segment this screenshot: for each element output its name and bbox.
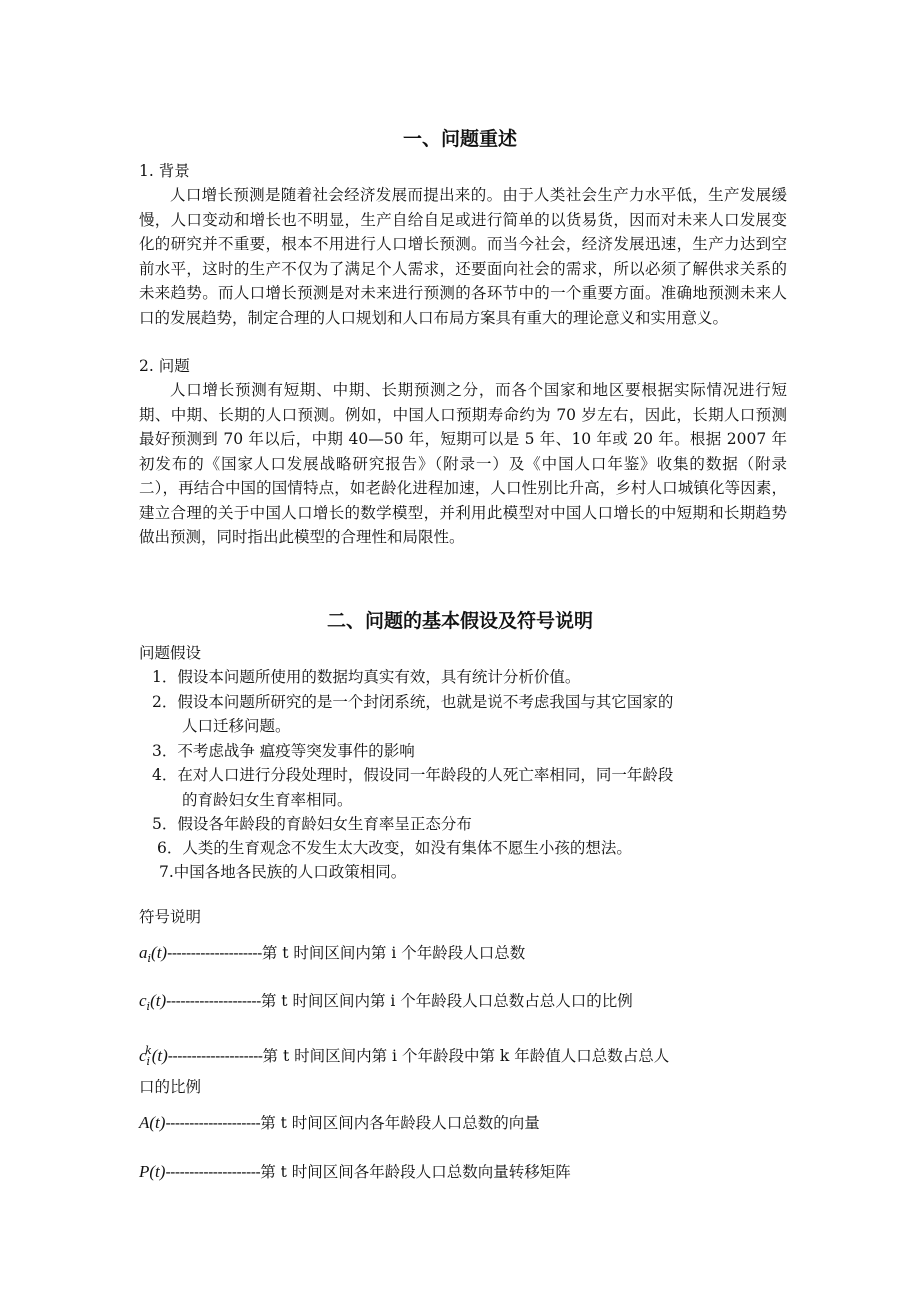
symbol-variable: c — [139, 991, 147, 1010]
background-paragraph: 人口增长预测是随着社会经济发展而提出来的。由于人类社会生产力水平低，生产发展缓慢，人口变动和增长也不明显，生产自给自足或进行简单的以货易货，因而对未来人口发展变化的研究并不重要，根本不用进行人口增长预测。而当今社会，经济发展迅速，生产力达到空前水平，这时的生产不仅为了满足个人需求，还要面向社会的需求，所以必须了解供求关系的未来趋势。而人口增长预测是对未来进行预测的各环节中的一个重要方面。准确地预测未来人口的发展趋势，制定合理的人口规划和人口布局方案具有重大的理论意义和实用意义。 — [139, 186, 787, 327]
symbol-dashes: -------------------- — [167, 944, 262, 962]
assumption-item: 5．假设各年龄段的育龄妇女生育率呈正态分布 — [152, 815, 472, 833]
assumption-item: 3．不考虑战争 瘟疫等突发事件的影响 — [152, 742, 415, 760]
assumption-item: 7.中国各地各民族的人口政策相同。 — [159, 863, 407, 881]
symbol-description: 第 t 时间区间内第 i 个年龄段中第 k 年龄值人口总数占总人 — [262, 1047, 670, 1065]
symbol-dashes: -------------------- — [165, 1163, 261, 1181]
symbol-argument: (t) — [150, 991, 167, 1010]
problem-paragraph: 人口增长预测有短期、中期、长期预测之分，而各个国家和地区要根据实际情况进行短期、中期、长期的人口预测。例如，中国人口预期寿命约为 70 岁左右，因此，长期人口预测最好预测到 70 年以后，中期 40—50 年，短期可以是 5 年、10 年或 20 年。根据 2007 年初发布的《国家人口发展战略研究报告》（附录一）及《中国人口年鉴》收集的数据（附录二），再结合中国的国情特点，如老龄化进程加速，人口性别比升高，乡村人口城镇化等因素，建立合理的关于中国人口增长的数学模型，并利用此模型对中国人口增长的中短期和长期趋势做出预测，同时指出此模型的合理性和局限性。 — [139, 381, 787, 546]
assumption-item-continuation: 的育龄妇女生育率相同。 — [182, 791, 353, 809]
symbol-dashes: -------------------- — [167, 1047, 263, 1065]
symbol-subscript: i — [146, 1000, 151, 1013]
assumption-item: 2．假设本问题所研究的是一个封闭系统，也就是说不考虑我国与其它国家的 — [152, 693, 674, 711]
symbol-row — [139, 1111, 540, 1135]
symbols-heading: 符号说明 — [139, 908, 202, 926]
assumption-item: 4．在对人口进行分段处理时，假设同一年龄段的人死亡率相同，同一年龄段 — [152, 766, 674, 784]
symbol-dashes: -------------------- — [166, 992, 261, 1010]
assumption-item-continuation: 人口迁移问题。 — [182, 717, 291, 735]
symbol-argument: (t) — [151, 1046, 168, 1065]
symbol-row — [139, 1160, 571, 1184]
symbol-description: 第 t 时间区间各年龄段人口总数向量转移矩阵 — [260, 1163, 571, 1181]
symbol-description: 第 t 时间区间内各年龄段人口总数的向量 — [260, 1114, 540, 1132]
symbol-description: 第 t 时间区间内第 i 个年龄段人口总数 — [261, 944, 526, 962]
symbol-variable: c — [139, 1046, 147, 1065]
symbol-superscript: k — [145, 1044, 152, 1057]
symbol-row — [139, 941, 525, 971]
background-heading: 1. 背景 — [139, 162, 190, 180]
symbol-variable: a — [139, 943, 148, 962]
assumption-item: 6．人类的生育观念不发生太大改变，如没有集体不愿生小孩的想法。 — [157, 839, 632, 857]
symbol-argument: (t) — [149, 1162, 166, 1181]
symbol-variable: A — [139, 1113, 150, 1132]
problem-heading: 2. 问题 — [139, 357, 190, 375]
symbol-variable: P — [139, 1162, 150, 1181]
symbol-subscript: i — [147, 952, 152, 965]
assumption-item: 1．假设本问题所使用的数据均真实有效，具有统计分析价值。 — [152, 668, 581, 686]
assumptions-heading: 问题假设 — [139, 644, 202, 662]
symbol-description-continuation: 口的比例 — [139, 1078, 202, 1096]
section1-title: 一、问题重述 — [402, 128, 517, 150]
symbol-argument: (t) — [151, 943, 168, 962]
symbol-subscript: i — [146, 1055, 151, 1068]
symbol-dashes: -------------------- — [165, 1114, 261, 1132]
symbol-row — [139, 989, 633, 1019]
symbol-argument: (t) — [149, 1113, 166, 1132]
section2-title: 二、问题的基本假设及符号说明 — [326, 610, 593, 632]
symbol-description: 第 t 时间区间内第 i 个年龄段人口总数占总人口的比例 — [260, 992, 633, 1010]
symbol-row — [139, 1039, 669, 1074]
